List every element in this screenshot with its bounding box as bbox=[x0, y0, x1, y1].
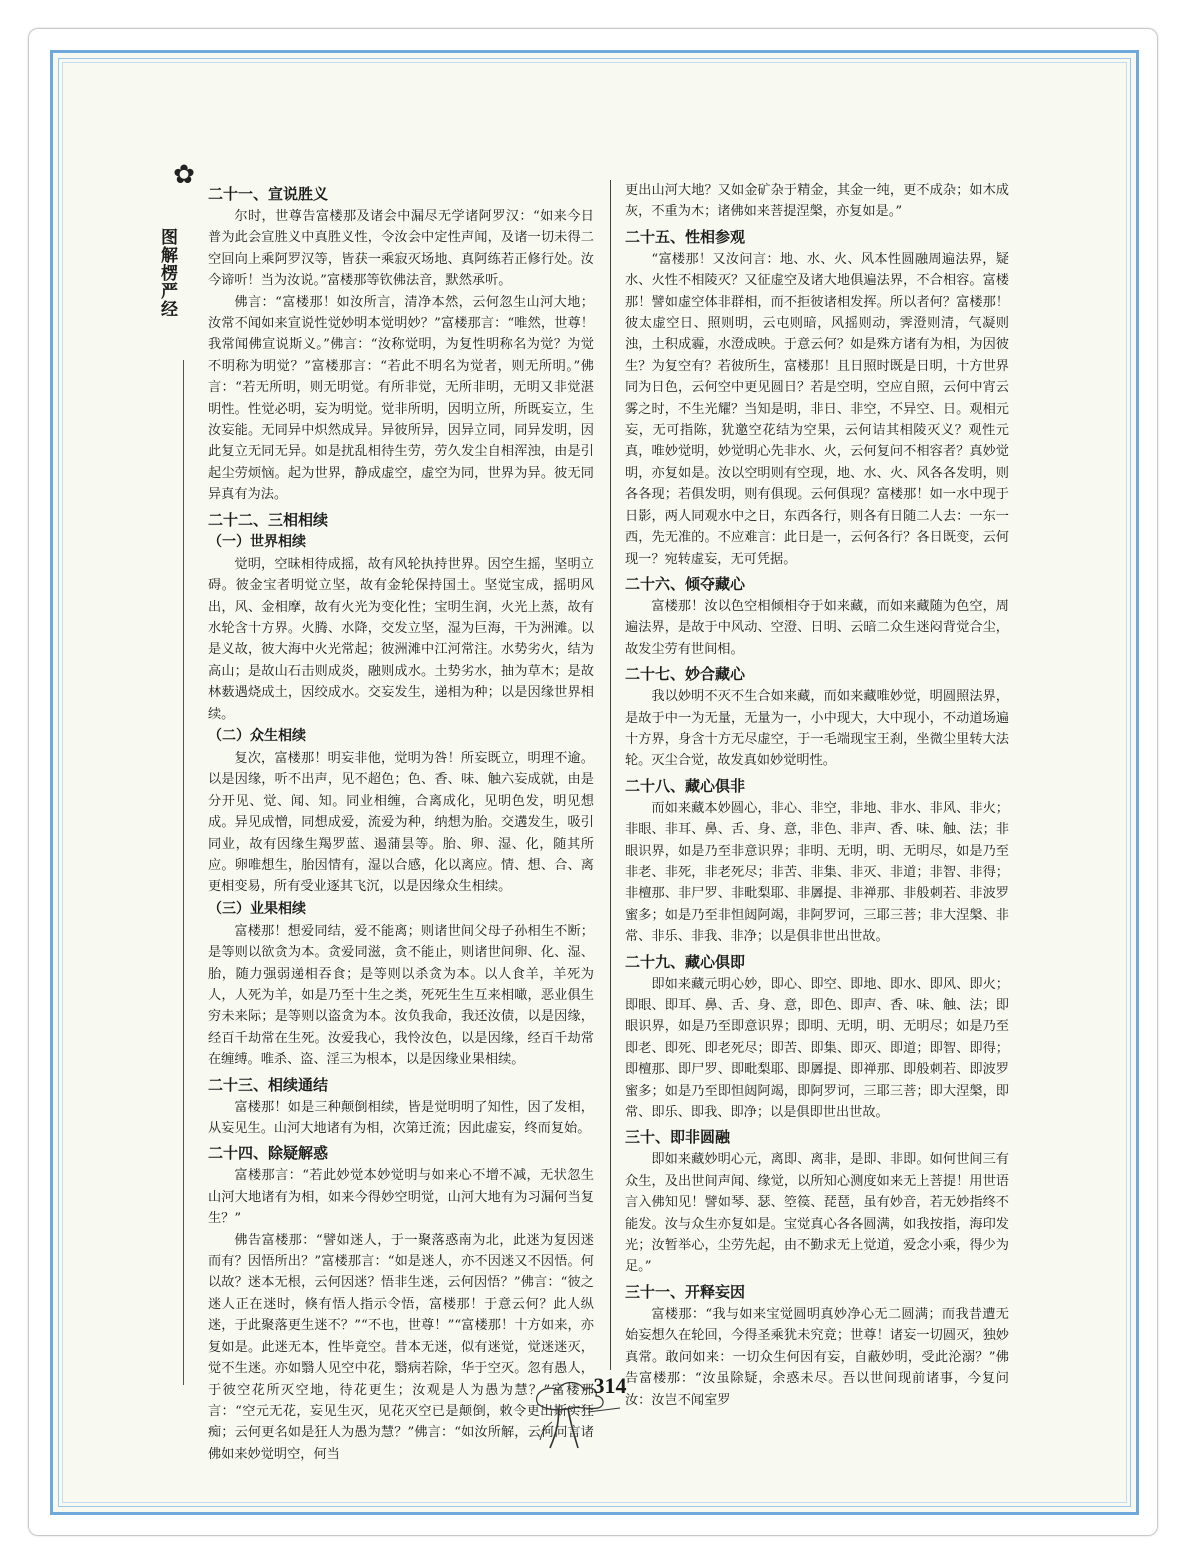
section-heading: 二十二、三相相续 bbox=[208, 510, 329, 529]
paragraph: “富楼那！又汝问言：地、水、火、风本性圆融周遍法界，疑水、火性不相陵灭？又征虚空及诸大地俱遍法界，不合相容。富楼那！譬如虚空体非群相，而不拒彼诸相发挥。所以者何？富楼那！彼太虚空日、照则明，云屯则暗，风摇则动，霁澄则清，气凝则浊，土积成霾，水澄成映。于意云何？如是殊方诸有为相，为因彼生？为复空有？若彼所生，富楼那！且日照时既是日明，十方世界同为日色，云何空中更见圆日？若是空明，空应自照，云何中宵云雾之时，不生光耀？当知是明，非日、非空，不异空、日。观相元妄，无可指陈，犹邀空花结为空果，云何诘其相陵灭义？观性元真，唯妙觉明，妙觉明心先非水、火，云何复问不相容者？真妙觉明，亦复如是。汝以空明则有空现，地、水、火、风各各发明，则各各现；若俱发明，则有俱现。云何俱现？富楼那！如一水中现于日影，两人同观水中之日，东西各行，则各有日随二人去：一东一西，先无准的。不应难言：此日是一，云何各行？各日既变，云何现一？宛转虚妄，无可凭据。 bbox=[625, 251, 1009, 567]
paragraph: 即如来藏元明心妙，即心、即空、即地、即水、即风、即火；即眼、即耳、鼻、舌、身、意，即色、即声、香、味、触、法；即眼识界，如是乃至即意识界；即明、无明，明、无明尽；如是乃至即老、即死、即老死尽；即苦、即集、即灭、即道；即智、即得；即檀那、即尸罗、即毗梨耶、即羼提、即禅那、即般刺若、即波罗蜜多；如是乃至即怛闼阿竭，即阿罗诃，三耶三菩；即大涅槃，即常、即乐、即我、即净；以是俱即世出世故。 bbox=[625, 976, 1009, 1121]
paragraph: 佛言：“富楼那！如汝所言，清净本然，云何忽生山河大地；汝常不闻如来宣说性觉妙明本觉明妙？”富楼那言：“唯然，世尊！我常闻佛宣说斯义。”佛言：“汝称觉明，为复性明称名为觉？为觉不明称为明觉？”富楼那言：“若此不明名为觉者，则无所明。”佛言：“若无所明，则无明觉。有所非觉，无所非明，无明又非觉湛明性。性觉必明，妄为明觉。觉非所明，因明立所，所既妄立，生汝妄能。无同异中炽然成异。异彼所异，因异立同，同异发明，因此复立无同无异。如是扰乱相待生劳，劳久发尘自相浑浊，由是引起尘劳烦恼。起为世界，静成虚空，虚空为同，世界为异。彼无同异真有为法。 bbox=[208, 294, 594, 503]
subsection-heading: （二）众生相续 bbox=[208, 727, 306, 744]
paragraph: 复次，富楼那！明妄非他，觉明为咎！所妄既立，明理不逾。以是因缘，听不出声，见不超色；色、香、味、触六妄成就，由是分开见、觉、闻、知。同业相缠，合离成化，见明色发，明见想成。异见成憎，同想成爱，流爱为种，纳想为胎。交遘发生，吸引同业，故有因缘生羯罗蓝、遏蒲昙等。胎、卵、湿、化，随其所应。卵唯想生，胎因情有，湿以合感，化以离应。情、想、合、离更相变易，所有受业逐其飞沉，以是因缘众生相续。 bbox=[208, 750, 594, 895]
column-divider bbox=[610, 180, 611, 1370]
lotus-flower-icon: ✿ bbox=[173, 160, 195, 190]
paragraph: 我以妙明不灭不生合如来藏，而如来藏唯妙觉，明圆照法界，是故于中一为无量，无量为一，小中现大，大中现小，不动道场遍十方界，身含十方无尽虚空，于一毛端现宝王刹，坐微尘里转大法轮。灭尘合觉，故发真如妙觉明性。 bbox=[625, 689, 1009, 769]
paragraph: 即如来藏妙明心元，离即、离非，是即、非即。如何世间三有众生，及出世间声闻、缘觉，以所知心测度如来无上菩提！用世语言入佛知见！譬如琴、瑟、箜篌、琵琶，虽有妙音，若无妙指终不能发。汝与众生亦复如是。宝觉真心各各圆满，如我按指，海印发光；汝暂举心，尘劳先起，由不勤求无上觉道，爱念小乘，得少为足。” bbox=[625, 1152, 1009, 1275]
side-banner bbox=[155, 160, 195, 1380]
paragraph: 富楼那：“我与如来宝觉圆明真妙净心无二圆满；而我昔遭无始妄想久在轮回，今得圣乘犹未究竟；世尊！诸妄一切圆灭，独妙真常。敢问如来：一切众生何因有妄，自蔽妙明，受此沦溺？”佛告富楼那：“汝虽除疑，余惑未尽。吾以世间现前诸事，今复问汝：汝岂不闻室罗 bbox=[625, 1306, 1009, 1408]
paragraph: 更出山河大地？又如金矿杂于精金，其金一纯，更不成杂；如木成灰，不重为木；诸佛如来菩提涅槃，亦复如是。” bbox=[625, 183, 1009, 220]
paragraph: 富楼那！汝以色空相倾相夺于如来藏，而如来藏随为色空，周遍法界，是故于中风动、空澄、日明、云暗二众生迷闷背觉合尘，故发尘劳有世间相。 bbox=[625, 598, 1009, 657]
section-heading: 二十五、性相参观 bbox=[625, 227, 746, 246]
paragraph: 觉明，空昧相待成摇，故有风轮执持世界。因空生摇，坚明立碍。彼金宝者明觉立坚，故有金轮保持国土。坚觉宝成，摇明风出，风、金相摩，故有火光为变化性；宝明生润，火光上蒸，故有水轮含十方界。火腾、水降，交发立坚，湿为巨海，干为洲滩。以是义故，彼大海中火光常起；彼洲滩中江河常注。水势劣火，结为高山；是故山石击则成炎，融则成水。土势劣水，抽为草木；是故林薮遇烧成土，因绞成水。交妄发生，递相为种；以是因缘世界相续。 bbox=[208, 556, 594, 722]
section-heading: 二十三、相续通结 bbox=[208, 1075, 329, 1094]
subsection-heading: （三）业果相续 bbox=[208, 900, 306, 917]
section-heading: 二十七、妙合藏心 bbox=[625, 665, 746, 684]
section-heading: 二十九、藏心俱即 bbox=[625, 952, 746, 971]
paragraph: 佛告富楼那：“譬如迷人，于一聚落惑南为北，此迷为复因迷而有？因悟所出？”富楼那言：“如是迷人，亦不因迷又不因悟。何以故？迷本无根，云何因迷？悟非生迷，云何因悟？”佛言：“彼之迷人正在迷时，倏有悟人指示令悟，富楼那！于意云何？此人纵迷，于此聚落更生迷不？”“不也，世尊！”“富楼那！十方如来，亦复如是。此迷无本，性毕竟空。昔本无迷，似有迷觉，觉迷迷灭，觉不生迷。亦如翳人见空中花，翳病若除，华于空灭。忽有愚人，于彼空花所灭空地，待花更生；汝观是人为愚为慧？”富楼那言：“空元无花，妄见生灭，见花灭空已是颠倒，敕令更出斯实狂痴；云何更名如是狂人为愚为慧？”佛言：“如汝所解，云何问言诸佛如来妙觉明空，何当 bbox=[208, 1232, 594, 1462]
subsection-heading: （一）世界相续 bbox=[208, 533, 306, 550]
paragraph: 而如来藏本妙圆心，非心、非空，非地、非水、非风、非火；非眼、非耳、鼻、舌、身、意，非色、非声、香、味、触、法；非眼识界，如是乃至非意识界；非明、无明，明、无明尽，如是乃至非老、非死，非老死尽；非苦、非集、非灭、非道；非智、非得；非檀那、非尸罗、非毗梨耶、非羼提、非禅那、非般刺若、非波罗蜜多；如是乃至非怛闼阿竭，非阿罗诃，三耶三菩；非大涅槃、非常、非乐、非我、非净；以是俱非世出世故。 bbox=[625, 800, 1009, 945]
section-heading: 二十六、倾夺藏心 bbox=[625, 574, 746, 593]
section-heading: 三十一、开释妄因 bbox=[625, 1282, 746, 1301]
side-rule bbox=[183, 360, 184, 1385]
paragraph: 富楼那言：“若此妙觉本妙觉明与如来心不增不减，无状忽生山河大地诸有为相，如来今得妙空明觉，山河大地有为习漏何当复生？” bbox=[208, 1168, 594, 1227]
section-heading: 二十四、除疑解惑 bbox=[208, 1144, 329, 1163]
section-heading: 二十八、藏心俱非 bbox=[625, 776, 746, 795]
book-title: 图解楞严经 bbox=[157, 228, 177, 318]
section-heading: 二十一、宣说胜义 bbox=[208, 185, 329, 203]
left-column bbox=[208, 180, 594, 1465]
paragraph: 富楼那！想爱同结，爱不能离；则诸世间父母子孙相生不断；是等则以欲贪为本。贪爱同滋，贪不能止，则诸世间卵、化、湿、胎，随力强弱递相吞食；是等则以杀贪为本。以人食羊，羊死为人，人死为羊，如是乃至十生之类，死死生生互来相噉，恶业俱生穷未来际；是等则以盗贪为本。汝负我命，我还汝债，以是因缘，经百千劫常在生死。汝爱我心，我怜汝色，以是因缘，经百千劫常在缠缚。唯杀、盗、淫三为根本，以是因缘业果相续。 bbox=[208, 923, 594, 1068]
page-number: 314 bbox=[593, 1373, 627, 1398]
paragraph: 尔时，世尊告富楼那及诸会中漏尽无学诸阿罗汉：“如来今日普为此会宣胜义中真胜义性，令汝会中定性声闻，及诸一切未得二空回向上乘阿罗汉等，皆获一乘寂灭场地、真阿练若正修行处。汝今谛听！当为汝说。”富楼那等钦佛法音，默然承听。 bbox=[208, 209, 594, 289]
section-heading: 三十、即非圆融 bbox=[625, 1128, 731, 1147]
right-column bbox=[625, 180, 1009, 1411]
paragraph: 富楼那！如是三种颠倒相续，皆是觉明明了知性，因了发相，从妄见生。山河大地诸有为相，次第迁流；因此虚妄，终而复始。 bbox=[208, 1099, 594, 1137]
